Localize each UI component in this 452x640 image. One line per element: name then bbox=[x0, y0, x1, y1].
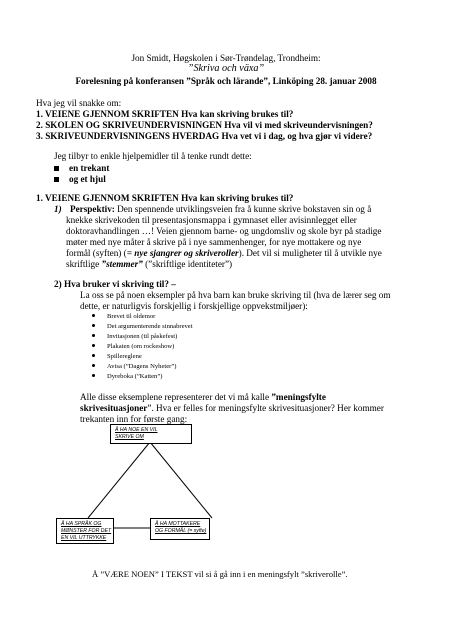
list-item-label: Plakaten (om rockeshow) bbox=[107, 343, 175, 350]
text-run: ). Det vil si muligheter til å utvikle nye bbox=[238, 248, 382, 258]
author-line: Jon Smidt, Høgskolen i Sør-Trøndelag, Trondheim: bbox=[131, 53, 321, 63]
box-label: EN VIL UTTRYKKE bbox=[61, 535, 107, 541]
emphasis-run: skrivesituasjoner bbox=[80, 403, 148, 413]
list-item-label: Dyreboka (”Katten”) bbox=[107, 373, 163, 380]
intro-lead: Hva jeg vil snakke om: bbox=[36, 98, 122, 108]
triangle-left-box bbox=[56, 518, 114, 544]
document-subtitle: Forelesning på konferansen ”Språk och lärande”, Linköping 28. januar 2008 bbox=[75, 76, 377, 86]
intro-item-2: 2. SKOLEN OG SKRIVEUNDERVISNINGEN Hva vil vi med skriveundervisningen? bbox=[36, 120, 373, 130]
text-run: formål (syften) ( bbox=[66, 248, 127, 258]
section1-p2-heading: 2) Hva bruker vi skriving til? – bbox=[54, 279, 176, 289]
intro-item-3: 3. SKRIVEUNDERVISNINGENS HVERDAG Hva vet vi i dag, og hva gjør vi videre? bbox=[36, 131, 373, 141]
p1-label: Perspektiv: bbox=[69, 204, 115, 214]
closing-line: Å ”VÆRE NOEN” I TEKST vil si å gå inn i en meningsfylt ”skriverolle”. bbox=[92, 569, 348, 579]
emphasis-run: ”meningsfylte bbox=[271, 392, 326, 402]
triangle-right-box bbox=[150, 518, 210, 540]
section1-p1-line3: doktoravhandlingen …! Veien gjennom barne- og ungdomsliv og skole byr på stadige bbox=[66, 226, 382, 236]
list-item-label: Spillereglene bbox=[107, 353, 142, 360]
p1-number: 1) bbox=[54, 204, 62, 214]
section1-p2-line1: La oss se på noen eksempler på hva barn kan bruke skriving til (hva de lærer seg om bbox=[80, 290, 391, 300]
document-title: ”Skriva och växa” bbox=[187, 63, 265, 74]
text-run: Alle disse eksemplene representerer det vi må kalle bbox=[80, 392, 272, 402]
aids-item-label: og et hjul bbox=[69, 174, 106, 184]
section1-heading: 1. VEIENE GJENNOM SKRIFTEN Hva kan skriving brukes til? bbox=[36, 193, 294, 203]
section1-p1-line2: knekke skrivekoden til presentasjonsmappa i gymnaset eller avisinnlegget eller bbox=[66, 215, 357, 225]
box-label: Å HA MOTTAKERE bbox=[155, 521, 201, 527]
box-label: OG FORMÅL (= syfte) bbox=[155, 528, 207, 534]
section1-p3-line3: trekanten inn for første gang: bbox=[80, 414, 188, 424]
section1-p1-line4: møter med nye måter å skrive på i nye sammenhenger, for nye mottakere og nye bbox=[66, 237, 362, 247]
list-item-label: Invitasjonen (til påskefest) bbox=[107, 333, 178, 340]
box-label: Å HA NOE EN VIL bbox=[115, 427, 158, 433]
list-item-label: Brevet til oldemor bbox=[107, 313, 156, 320]
text-run: ”. Hva er felles for meningsfylte skrivesituasjoner? Her kommer bbox=[147, 403, 384, 413]
aids-item-label: en trekant bbox=[69, 163, 110, 173]
box-label: Å HA SPRÅK OG bbox=[61, 521, 102, 527]
triangle-left-edge bbox=[88, 442, 150, 518]
triangle-right-edge bbox=[150, 442, 212, 518]
triangle-top-box bbox=[110, 424, 192, 444]
section1-p2-line2: dette, er naturligvis forskjellig i forskjellige oppvekstmiljøer): bbox=[80, 301, 308, 311]
list-item-label: Det argumenterende sinnabrevet bbox=[107, 323, 193, 330]
p1-text: Den spennende utviklingsveien fra å kunne skrive bokstaven sin og å bbox=[117, 204, 372, 214]
list-item-label: Avisa (”Dagens Nyheter”) bbox=[107, 363, 177, 370]
text-run: (”skriftlige identiteter”) bbox=[142, 259, 233, 269]
box-label: SKRIVE OM bbox=[115, 434, 144, 440]
aids-lead: Jeg tilbyr to enkle hjelpemidler til å tenke rundt dette: bbox=[54, 151, 252, 161]
emphasis-run: = nye sjangrer og skriveroller bbox=[126, 248, 239, 258]
box-label: MØNSTER FOR DET bbox=[61, 528, 112, 534]
emphasis-run: ”stemmer” bbox=[101, 259, 143, 269]
intro-item-1: 1. VEIENE GJENNOM SKRIFTEN Hva kan skriving brukes til? bbox=[36, 109, 294, 119]
text-run: skriftlige bbox=[66, 259, 102, 269]
